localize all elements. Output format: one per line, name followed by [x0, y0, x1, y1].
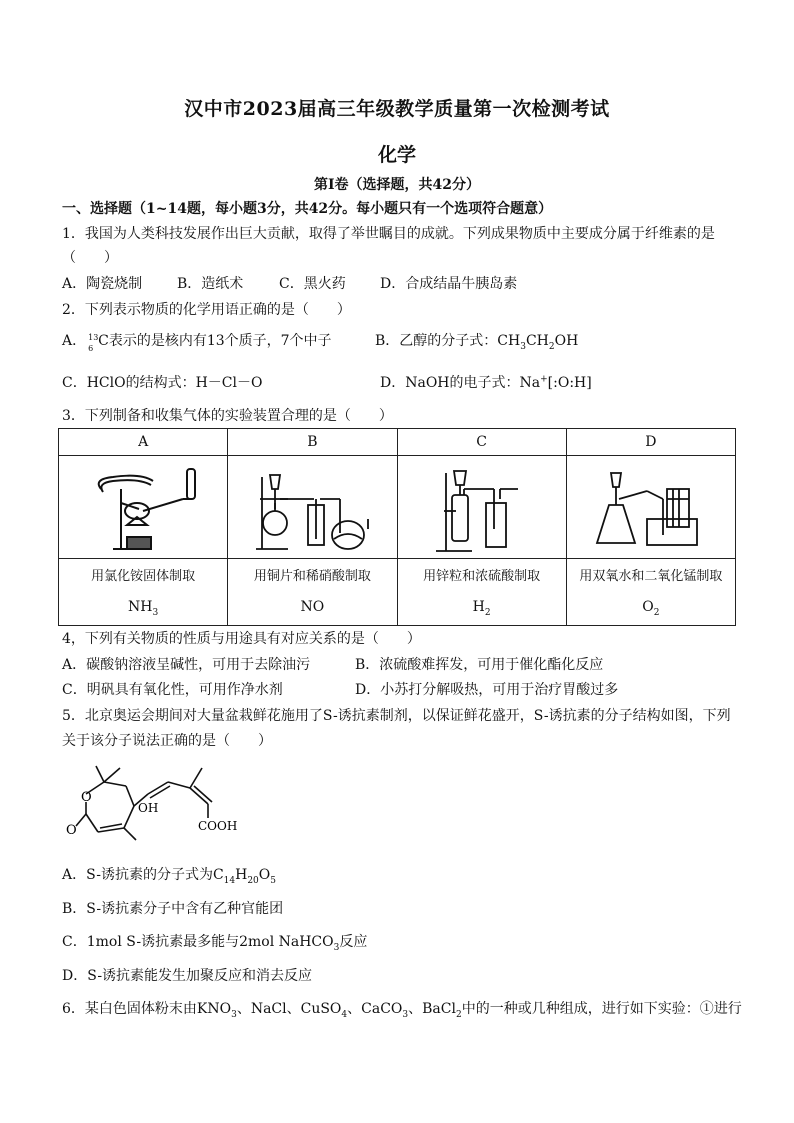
gas-a [59, 596, 227, 618]
caption-c [397, 559, 566, 626]
q3-stem: 3．下列制备和收集气体的实验装置合理的是（ ） [62, 408, 393, 424]
apparatus-c-cell [397, 456, 566, 559]
q5-option-a [62, 866, 276, 884]
q5-stem-line1: 5．北京奥运会期间对大量盆栽鲜花施用了S-诱抗素制剂，以保证鲜花盛开，S-诱抗素的分子结构如图，下列 [62, 708, 731, 724]
isotope-notation [86, 332, 99, 353]
mass-number: 13 [88, 333, 99, 342]
molecule-structure-image [64, 756, 284, 846]
volume-heading: 第Ⅰ卷（选择题，共42分） [313, 177, 481, 193]
q6-stem [62, 1000, 742, 1018]
caption-a-text: 用氯化铵固体制取 [91, 569, 196, 584]
caption-d [566, 559, 735, 626]
gas-a-main: NH [128, 599, 153, 615]
exam-title: 汉中市2023届高三年级教学质量第一次检测考试 [184, 98, 610, 120]
q2-option-c: C．HClO的结构式：H－Cl－O [62, 375, 263, 391]
q2-option-b [375, 332, 578, 350]
q6-text-2: 、NaCl、CuSO [236, 1001, 342, 1017]
q4-option-d: D．小苏打分解吸热，可用于治疗胃酸过多 [355, 682, 619, 698]
header-a: A [59, 429, 228, 456]
q2-option-a [62, 332, 332, 353]
q4-option-b: B．浓硫酸难挥发，可用于催化酯化反应 [355, 657, 604, 673]
caption-a [59, 559, 228, 626]
q2-d-sup: + [540, 374, 548, 385]
apparatus-b-cell [228, 456, 397, 559]
apparatus-caption-row [59, 559, 736, 626]
q2-b-mid: CH [525, 333, 549, 349]
gas-c-main: H [472, 599, 485, 615]
gas-a-sub: 3 [152, 607, 159, 618]
q5-a-text: A．S-诱抗素的分子式为C [62, 867, 224, 883]
carbonyl-oxygen-label: O [66, 823, 77, 838]
q2-option-d [380, 374, 592, 392]
q5-option-b: B．S-诱抗素分子中含有乙种官能团 [62, 901, 284, 917]
q2-b-text: B．乙醇的分子式：CH [375, 333, 521, 349]
caption-c-text: 用锌粒和浓硫酸制取 [423, 569, 541, 584]
q5-c-text: C．1mol S-诱抗素最多能与2mol NaHCO [62, 934, 334, 950]
q6-sub-2: 4 [341, 1009, 348, 1020]
q2-b-sub1: 3 [520, 341, 526, 352]
q1-paren: （ ） [62, 250, 118, 266]
subject-title: 化学 [377, 144, 416, 166]
q2-b-sub2: 2 [548, 341, 555, 352]
apparatus-image-row [59, 456, 736, 559]
q6-text-4: 、BaCl [408, 1001, 456, 1017]
q6-sub-1: 3 [231, 1009, 237, 1020]
caption-d-text: 用双氧水和二氧化锰制取 [579, 569, 723, 584]
gas-b-main: NO [300, 599, 325, 615]
header-d: D [566, 429, 735, 456]
apparatus-a-cell [59, 456, 228, 559]
apparatus-d-cell [566, 456, 735, 559]
q6-sub-4: 2 [455, 1009, 462, 1020]
q6-text-1: 6．某白色固体粉末由KNO [62, 1001, 232, 1017]
gas-d [567, 596, 735, 618]
q5-option-d: D．S-诱抗素能发生加聚反应和消去反应 [62, 968, 313, 984]
header-b: B [228, 429, 397, 456]
q5-a-o: O [258, 867, 271, 883]
q6-text-3: 、CaCO [347, 1001, 403, 1017]
q2-a-text: C表示的是核内有13个质子，7个中子 [98, 333, 332, 349]
caption-b-text: 用铜片和稀硝酸制取 [253, 569, 371, 584]
header-c: C [397, 429, 566, 456]
apparatus-table [58, 428, 736, 626]
q5-a-sub3: 5 [270, 875, 276, 886]
table-header-row [59, 429, 736, 456]
caption-b [228, 559, 397, 626]
gas-c [398, 596, 566, 618]
q4-stem: 4，下列有关物质的性质与用途具有对应关系的是（ ） [62, 631, 421, 647]
q1-stem: 1．我国为人类科技发展作出巨大贡献，取得了举世瞩目的成就。下列成果物质中主要成分属于纤维素的是 [62, 226, 715, 242]
q5-a-sub1: 14 [223, 875, 236, 886]
apparatus-a-image [83, 459, 203, 555]
q1-option-a: A．陶瓷烧制 [62, 276, 143, 292]
apparatus-c-image [422, 459, 542, 555]
q4-option-a: A．碳酸钠溶液呈碱性，可用于去除油污 [62, 657, 311, 673]
q5-c-sub: 3 [333, 942, 340, 953]
q5-a-h: H [235, 867, 248, 883]
gas-d-main: O [642, 599, 654, 615]
gas-d-sub: 2 [653, 607, 660, 618]
q6-text-5: 中的一种或几种组成，进行如下实验：①进行 [461, 1001, 742, 1017]
ring-oxygen-label: O [81, 790, 92, 805]
apparatus-d-image [591, 459, 711, 555]
section-heading: 一、选择题（1~14题，每小题3分，共42分。每小题只有一个选项符合题意） [62, 201, 553, 217]
q1-option-c: C．黑火药 [279, 276, 346, 292]
atomic-number: 6 [88, 344, 94, 353]
q5-a-sub2: 20 [247, 875, 259, 886]
q5-option-c [62, 933, 367, 951]
q2-d-text: D．NaOH的电子式：Na [380, 375, 541, 391]
q2-d-end: [:O:H] [547, 375, 592, 391]
q2-b-end: OH [554, 333, 579, 349]
gas-c-sub: 2 [484, 607, 491, 618]
apparatus-b-image [252, 459, 372, 555]
q4-option-c: C．明矾具有氧化性，可用作净水剂 [62, 682, 283, 698]
carboxyl-label: COOH [198, 819, 238, 833]
gas-b [228, 596, 396, 618]
q1-option-d: D．合成结晶牛胰岛素 [380, 276, 518, 292]
hydroxyl-label: OH [138, 801, 159, 815]
q6-sub-3: 3 [402, 1009, 409, 1020]
q2-a-prefix: A． [62, 333, 87, 349]
q2-stem: 2．下列表示物质的化学用语正确的是（ ） [62, 302, 351, 318]
q5-stem-line2: 关于该分子说法正确的是（ ） [62, 733, 272, 749]
q1-option-b: B．造纸术 [177, 276, 244, 292]
q5-c-end: 反应 [339, 934, 368, 950]
